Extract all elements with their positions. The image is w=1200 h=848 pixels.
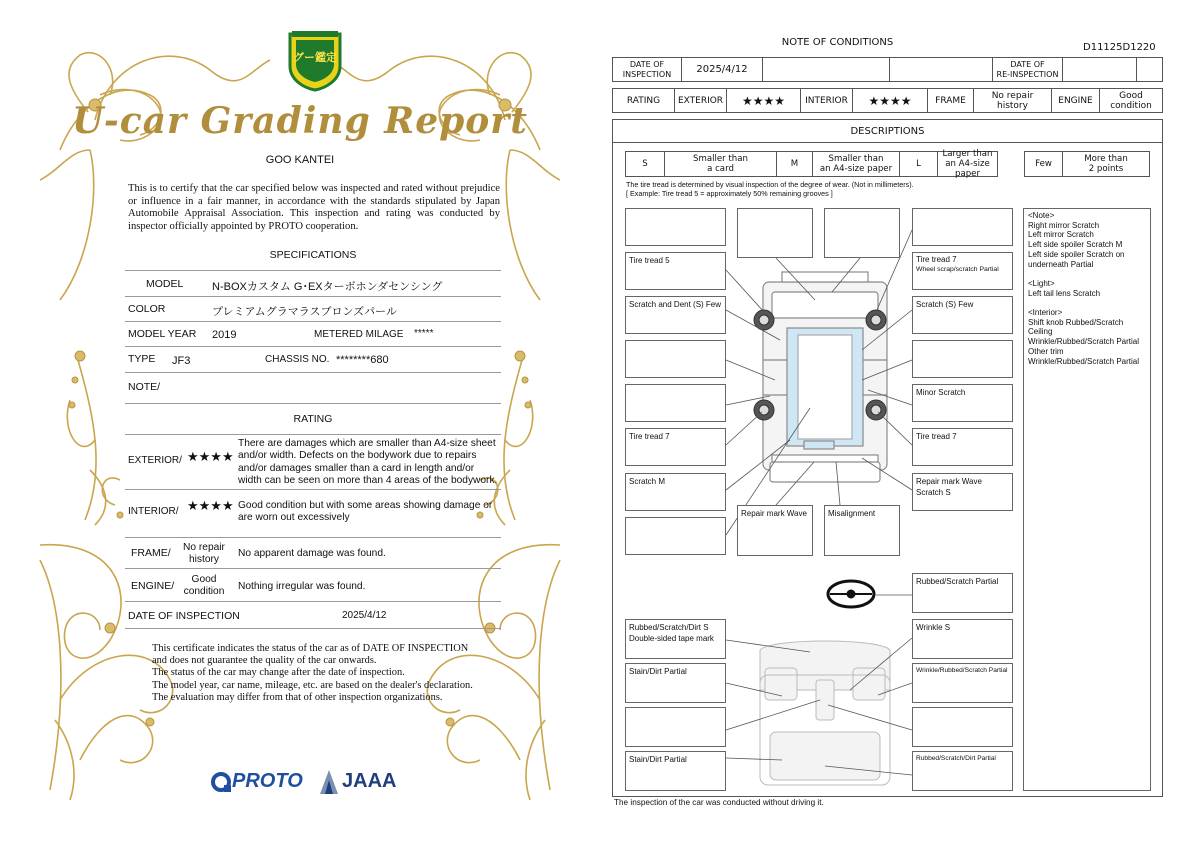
inspection-footnote: The inspection of the car was conducted without driving it.	[614, 798, 824, 807]
box-line: Rubbed/Scratch/Dirt S	[629, 623, 709, 632]
interior-stars: ★★★★	[187, 499, 234, 514]
damage-box-tire-rear-left: Tire tread 7	[625, 428, 726, 466]
divider	[125, 537, 501, 538]
note-line: Wrinkle/Rubbed/Scratch Partial	[1028, 337, 1140, 347]
chassis-no-label: CHASSIS NO.	[265, 354, 330, 365]
note-line: Left side spoiler Scratch on underneath Partial	[1028, 249, 1125, 269]
note-line: Right mirror Scratch	[1028, 220, 1100, 230]
engine-label: ENGINE	[1052, 89, 1100, 112]
box-line: Tire tread 7	[916, 255, 957, 264]
model-year-label: MODEL YEAR	[128, 328, 197, 340]
note-line: Left mirror Scratch	[1028, 230, 1094, 240]
certificate-disclaimer	[152, 643, 482, 704]
value-line: Good	[1119, 90, 1143, 101]
damage-box-empty	[912, 707, 1013, 747]
damage-box-wrinkle-partial: Wrinkle/Rubbed/Scratch Partial	[912, 663, 1013, 703]
value-line: condition	[1110, 100, 1152, 111]
legend-few: Few	[1025, 152, 1063, 176]
rating-row	[612, 88, 1163, 113]
few-legend	[1024, 151, 1150, 177]
damage-box-empty	[625, 384, 726, 422]
legend-s-desc	[665, 152, 777, 176]
steering-wheel-icon	[828, 581, 874, 607]
metered-milage-value: *****	[414, 328, 434, 339]
note-line: Shift knob Rubbed/Scratch	[1028, 317, 1124, 327]
rating-heading: RATING	[293, 413, 333, 425]
divider	[125, 628, 501, 629]
damage-box-empty	[625, 208, 726, 246]
jaaa-logo-icon	[318, 768, 340, 796]
disclaimer-line: The model year, car name, mileage, etc. are based on the dealer's declaration.	[152, 679, 473, 691]
legend-line: 2 points	[1088, 164, 1124, 174]
engine-description: Nothing irregular was found.	[238, 581, 366, 592]
label-line: INSPECTION	[622, 69, 672, 79]
interior-label: INTERIOR	[801, 89, 853, 112]
label-line: DATE OF	[1010, 59, 1045, 69]
specifications-heading: SPECIFICATIONS	[269, 249, 357, 261]
label-line: DATE OF	[629, 59, 665, 69]
exterior-label: EXTERIOR	[675, 89, 727, 112]
inspection-date-row	[612, 57, 1163, 82]
legend-few-desc	[1063, 152, 1149, 176]
damage-box-empty	[912, 208, 1013, 246]
damage-box-minor-scratch: Minor Scratch	[912, 384, 1013, 422]
metered-milage-label: METERED MILAGE	[314, 329, 404, 340]
engine-value-line: condition	[183, 586, 225, 598]
legend-line: a card	[707, 164, 734, 174]
damage-size-legend	[625, 151, 998, 177]
date-of-inspection-value: 2025/4/12	[682, 58, 763, 81]
note-line: Left side spoiler Scratch M	[1028, 240, 1123, 250]
interior-stars: ★★★★	[853, 89, 928, 112]
box-line: Scratch S	[916, 488, 951, 497]
disclaimer-line: The evaluation may differ from that of other inspection organizations.	[152, 691, 443, 703]
note-line: Ceiling	[1028, 327, 1053, 337]
proto-logo-icon	[210, 770, 232, 794]
legend-line: an A4-size paper	[819, 164, 893, 174]
note-line: Left tail lens Scratch	[1028, 288, 1101, 298]
damage-box-empty	[912, 340, 1013, 378]
rating-label: RATING	[613, 89, 675, 112]
exterior-stars: ★★★★	[187, 450, 234, 465]
model-label: MODEL	[146, 278, 184, 290]
chassis-no-value: ********680	[336, 354, 389, 366]
label-line: RE-INSPECTION	[996, 69, 1059, 79]
model-value: N-BOXカスタム G･EXターボホンダセンシング	[212, 281, 443, 293]
damage-box-wrinkle-s: Wrinkle S	[912, 619, 1013, 659]
engine-value	[1100, 89, 1162, 112]
damage-box-rubbed-rear: Rubbed/Scratch/Dirt Partial	[912, 751, 1013, 791]
damage-box-empty	[625, 340, 726, 378]
engine-label: ENGINE/	[131, 580, 175, 592]
divider	[125, 568, 501, 569]
damage-box-ceiling	[625, 619, 726, 659]
value-line: No repair	[991, 90, 1034, 101]
interior-description: Good condition but with some areas showing damage or are worn out excessively	[238, 500, 493, 524]
report-subtitle: GOO KANTEI	[265, 154, 335, 166]
damage-box-tire-rear-right: Tire tread 7	[912, 428, 1013, 466]
empty-cell	[1063, 58, 1137, 81]
tread-example: [ Example: Tire tread 5 = approximately 50% remaining grooves ]	[626, 189, 833, 198]
legend-l-desc	[938, 149, 997, 179]
divider	[125, 270, 501, 271]
color-label: COLOR	[128, 303, 166, 315]
tread-note: The tire tread is determined by visual inspection of the degree of wear. (Not in millimeters).	[626, 180, 914, 189]
conditions-title: NOTE OF CONDITIONS	[781, 37, 894, 48]
notes-panel	[1023, 208, 1151, 791]
report-title: U-car Grading Report	[72, 100, 528, 142]
interior-section	[1028, 308, 1146, 366]
proto-logo: PROTO	[232, 770, 303, 792]
light-section	[1028, 279, 1146, 298]
frame-value-line: No repair	[183, 542, 225, 553]
empty-cell	[1137, 58, 1162, 81]
model-year-value: 2019	[212, 329, 237, 341]
damage-box-tire-front-left: Tire tread 5	[625, 252, 726, 290]
date-of-inspection-label	[613, 58, 682, 81]
damage-box-steering: Rubbed/Scratch Partial	[912, 573, 1013, 613]
legend-line: Smaller than	[693, 154, 748, 164]
frame-label: FRAME	[928, 89, 974, 112]
date-of-inspection-value: 2025/4/12	[342, 610, 387, 621]
frame-value	[974, 89, 1052, 112]
empty-cell	[890, 58, 993, 81]
notes-heading: <Light>	[1028, 278, 1055, 288]
interior-label: INTERIOR/	[128, 506, 179, 517]
notes-heading: <Interior>	[1028, 308, 1063, 317]
legend-line: Larger than	[942, 149, 993, 159]
type-value: JF3	[172, 355, 191, 367]
type-label: TYPE	[128, 353, 156, 365]
legend-line: an A4-size paper	[945, 159, 990, 179]
date-of-reinspection-label	[993, 58, 1063, 81]
damage-box-empty	[625, 517, 726, 555]
engine-value	[178, 574, 230, 599]
divider	[125, 296, 501, 297]
divider	[125, 601, 501, 602]
damage-box-scratch-s: Scratch (S) Few	[912, 296, 1013, 334]
legend-m-desc	[813, 152, 900, 176]
divider	[125, 489, 501, 490]
empty-cell	[763, 58, 890, 81]
exterior-description: There are damages which are smaller than A4-size sheet and/or width. Defects on the bodywork due to repairs and/or damages smaller than a card in length and/or width can be seen on more than 4 areas of the bodywork.	[238, 438, 498, 487]
engine-value-line: Good	[191, 574, 217, 585]
emblem-text: グー鑑定	[293, 51, 337, 64]
box-line: Wheel scrap/scratch Partial	[916, 266, 999, 273]
frame-value-line: history	[188, 554, 219, 566]
damage-box-stain-front: Stain/Dirt Partial	[625, 663, 726, 703]
damage-box-repair-wave: Repair mark Wave	[737, 505, 813, 556]
descriptions-heading: DESCRIPTIONS	[612, 119, 1163, 143]
divider	[125, 372, 501, 373]
note-label: NOTE/	[128, 381, 161, 393]
damage-box-empty	[737, 208, 813, 258]
divider	[125, 403, 501, 404]
frame-value	[178, 542, 230, 567]
value-line: history	[997, 100, 1028, 111]
disclaimer-line: The status of the car may change after the date of inspection.	[152, 667, 405, 679]
divider	[125, 346, 501, 347]
frame-label: FRAME/	[131, 547, 171, 559]
notes-section	[1028, 211, 1146, 269]
legend-l: L	[900, 152, 938, 176]
box-line: Double-sided tape mark	[629, 634, 714, 643]
disclaimer-line: This certificate indicates the status of the car as of DATE OF INSPECTION and does not guarantee the quality of the car onwards.	[152, 643, 469, 667]
damage-box-repair-wave-s	[912, 473, 1013, 511]
damage-box-scratch-dent: Scratch and Dent (S) Few	[625, 296, 726, 334]
date-of-inspection-label: DATE OF INSPECTION	[128, 610, 240, 622]
damage-box-empty	[625, 707, 726, 747]
legend-line: More than	[1084, 154, 1128, 164]
note-line: Wrinkle/Rubbed/Scratch Partial	[1028, 356, 1140, 366]
damage-box-tire-front-right	[912, 252, 1013, 290]
color-value: プレミアムグラマラスブロンズパール	[212, 306, 397, 318]
damage-box-scratch-m: Scratch M	[625, 473, 726, 511]
damage-box-empty	[824, 208, 900, 258]
box-line: Repair mark Wave	[916, 477, 982, 486]
notes-heading: <Note>	[1028, 211, 1055, 220]
damage-box-misalignment: Misalignment	[824, 505, 900, 556]
divider	[125, 434, 501, 435]
damage-box-stain-rear: Stain/Dirt Partial	[625, 751, 726, 791]
divider	[125, 321, 501, 322]
legend-s: S	[626, 152, 665, 176]
report-id: D11125D1220	[1083, 42, 1156, 53]
legend-m: M	[777, 152, 813, 176]
jaaa-logo: JAAA	[342, 770, 397, 792]
note-line: Other trim	[1028, 346, 1064, 356]
exterior-stars: ★★★★	[727, 89, 801, 112]
exterior-label: EXTERIOR/	[128, 455, 182, 466]
certification-statement: This is to certify that the car specified below was inspected and rated without prejudice or influence in a fair manner, in accordance with the standards stipulated by Japan Automobile Appraisal Association. This inspection and rating was conducted by inspector officially appointed by PROTO cooperation.	[128, 183, 500, 232]
frame-description: No apparent damage was found.	[238, 548, 386, 559]
legend-line: Smaller than	[828, 154, 884, 164]
